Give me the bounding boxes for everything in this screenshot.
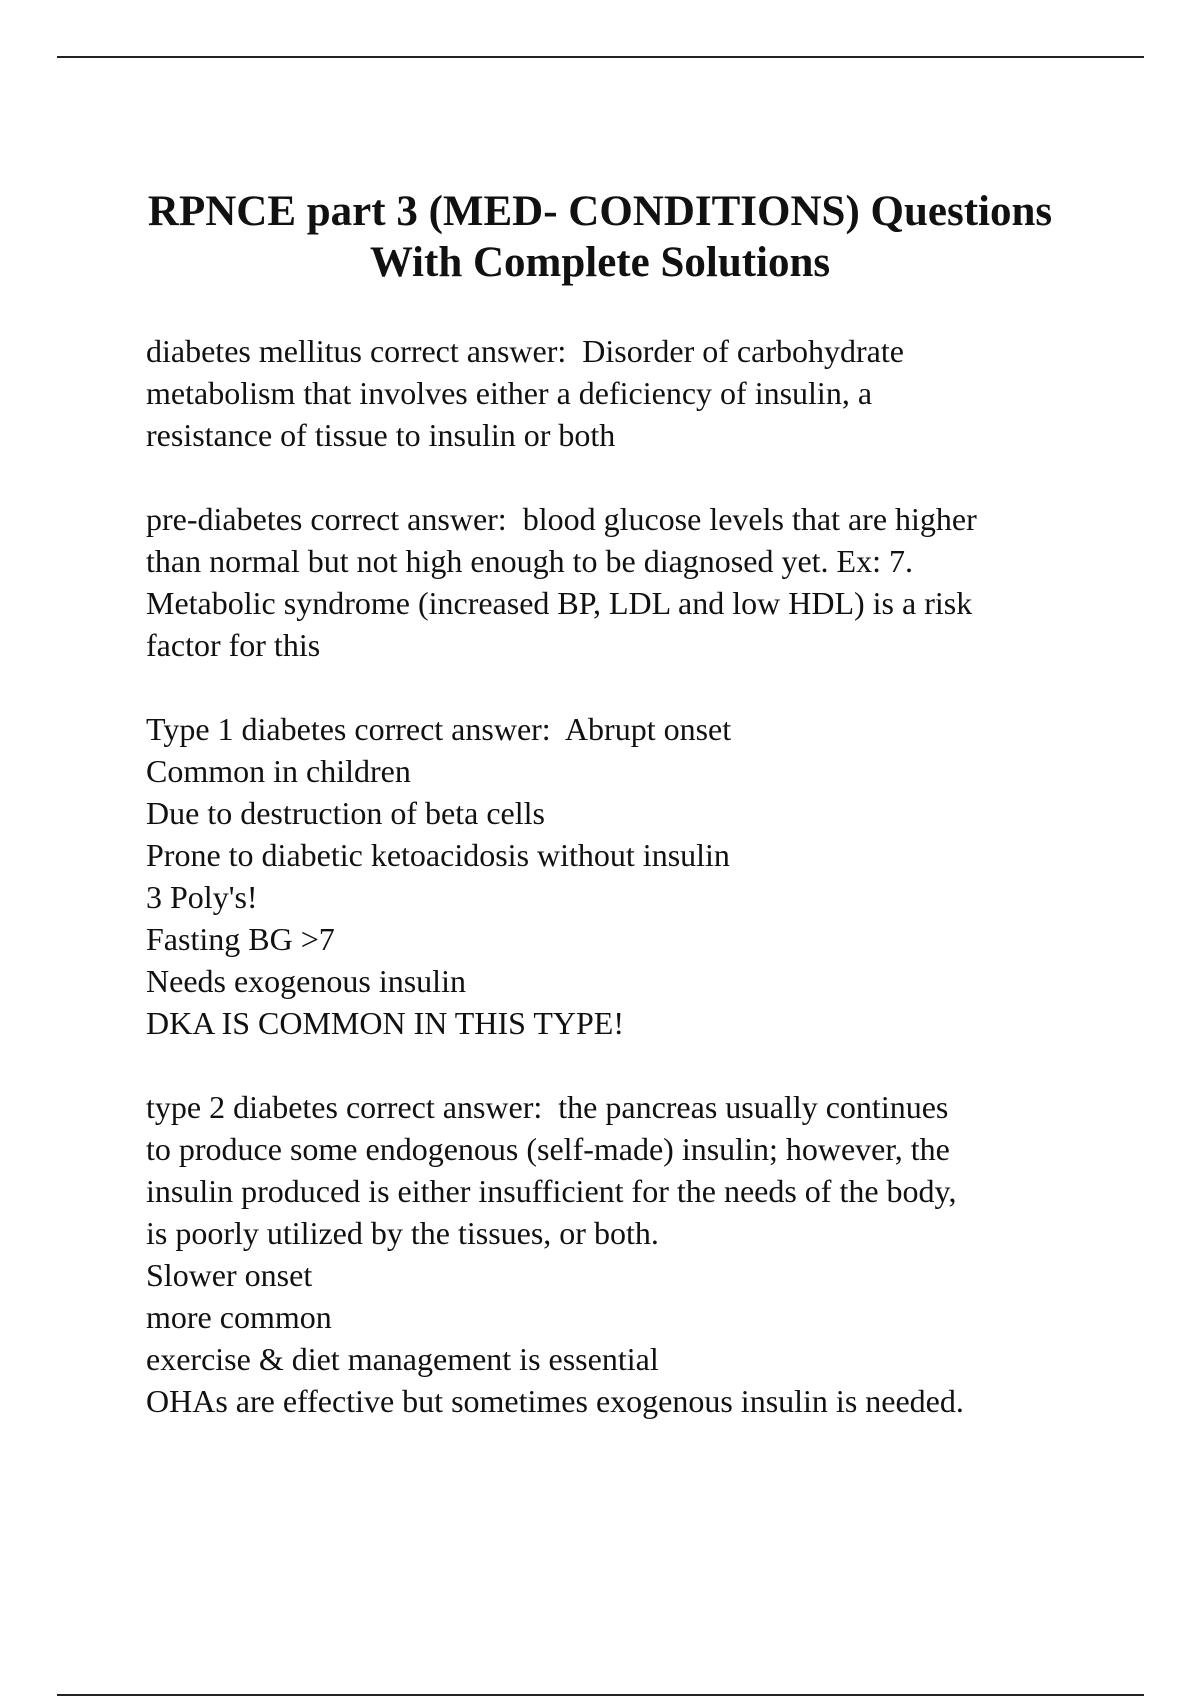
entry-line: pre-diabetes correct answer: blood glucose levels that are higher — [146, 501, 977, 537]
entry-line: Prone to diabetic ketoacidosis without insulin — [146, 837, 730, 873]
entry-line: Slower onset — [146, 1257, 313, 1293]
entry-line: Common in children — [146, 753, 411, 789]
entry-line: to produce some endogenous (self-made) insulin; however, the — [146, 1131, 950, 1167]
title-line-1: RPNCE part 3 (MED- CONDITIONS) Questions — [147, 188, 1053, 235]
entry-line: OHAs are effective but sometimes exogenous insulin is needed. — [146, 1383, 964, 1419]
entry-line: Due to destruction of beta cells — [146, 795, 545, 831]
entry-diabetes-mellitus — [146, 330, 1106, 456]
entry-type-1-diabetes — [146, 708, 1106, 1044]
entry-line: factor for this — [146, 627, 321, 663]
entry-line: more common — [146, 1299, 332, 1335]
entry-line: Needs exogenous insulin — [146, 963, 466, 999]
title-line-2: With Complete Solutions — [369, 239, 831, 286]
entry-line: diabetes mellitus correct answer: Disorder of carbohydrate — [146, 333, 904, 369]
entry-pre-diabetes — [146, 498, 1106, 666]
entry-line: is poorly utilized by the tissues, or both. — [146, 1215, 659, 1251]
entry-line: insulin produced is either insufficient for the needs of the body, — [146, 1173, 957, 1209]
entry-line: Fasting BG >7 — [146, 921, 335, 957]
entry-line: than normal but not high enough to be diagnosed yet. Ex: 7. — [146, 543, 913, 579]
footer-rule — [57, 1694, 1144, 1696]
entry-line: exercise & diet management is essential — [146, 1341, 659, 1377]
entry-line: Metabolic syndrome (increased BP, LDL and low HDL) is a risk — [146, 585, 973, 621]
entry-line: metabolism that involves either a deficiency of insulin, a — [146, 375, 873, 411]
document-body — [146, 330, 1106, 1464]
entry-line: 3 Poly's! — [146, 879, 258, 915]
entry-line: DKA IS COMMON IN THIS TYPE! — [146, 1005, 624, 1041]
entry-line: resistance of tissue to insulin or both — [146, 417, 616, 453]
page-title — [120, 186, 1080, 288]
entry-line: type 2 diabetes correct answer: the pancreas usually continues — [146, 1089, 949, 1125]
header-rule — [57, 56, 1144, 58]
entry-line: Type 1 diabetes correct answer: Abrupt onset — [146, 711, 732, 747]
entry-type-2-diabetes — [146, 1086, 1106, 1422]
